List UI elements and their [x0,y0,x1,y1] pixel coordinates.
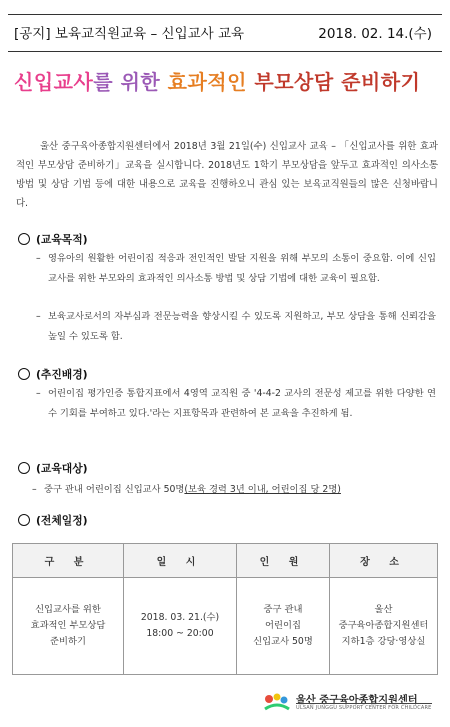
section-purpose-heading [18,232,88,247]
title-part-3: 효과적인 [167,70,255,94]
section-background-heading [18,367,88,382]
cell-people [237,578,330,675]
target-text: 중구 관내 어린이집 신입교사 50명 [44,484,185,495]
cell-place [330,578,438,675]
cell-place-line: 울산 [374,604,393,615]
cell-date: 2018. 03. 21.(수) [140,612,220,623]
section-schedule-title: (전체일정) [36,514,88,527]
title-part-2: 를 위한 [93,70,168,94]
title-part-1: 신입교사 [14,70,94,94]
footer-divider [296,703,432,704]
col-header-place: 장 소 [330,544,438,578]
dash-bullet: – [32,484,37,495]
cell-people-line: 신입교사 50명 [253,636,313,647]
background-item-1 [36,384,436,423]
purpose-item-1 [36,249,436,288]
cell-people-line: 중구 관내 [263,604,303,615]
col-header-datetime: 일 시 [124,544,237,578]
notice-date: 2018. 02. 14.(수) [318,26,432,42]
circle-bullet-icon [18,514,30,526]
section-schedule-heading [18,513,88,528]
cell-people-line: 어린이집 [265,620,301,631]
col-header-category: 구 분 [13,544,124,578]
cell-category [13,578,124,675]
purpose-item-2 [36,307,436,346]
section-target-title: (교육대상) [36,462,88,475]
table-row [13,578,438,675]
purpose-item-2-text: 보육교사로서의 자부심과 전문능력을 향상시킬 수 있도록 지원하고, 부모 상담을 통해 신뢰감을 높일 수 있도록 함. [48,311,436,342]
intro-paragraph [16,137,438,213]
footer-org-english: ULSAN JUNGGU SUPPORT CENTER FOR CHILDCARE [296,705,432,711]
cell-place-line: 지하1층 강당·영상실 [341,636,426,647]
cell-category-line: 준비하기 [50,636,86,647]
cell-time: 18:00 ~ 20:00 [146,628,214,639]
section-purpose-title: (교육목적) [36,233,88,246]
circle-bullet-icon [18,233,30,245]
section-background-title: (추진배경) [36,368,88,381]
footer-org-name: 울산 중구육아종합지원센터 [296,695,418,706]
schedule-header-row [13,544,438,578]
col-header-people: 인 원 [237,544,330,578]
section-target-heading [18,461,88,476]
notice-label: [공지] 보육교직원교육 – 신입교사 교육 [14,26,245,42]
cell-datetime [124,578,237,675]
page-title [14,66,444,95]
circle-bullet-icon [18,368,30,380]
dash-bullet: – [36,311,41,322]
circle-bullet-icon [18,462,30,474]
target-note: (보육 경력 3년 이내, 어린이집 당 2명) [184,484,341,495]
cell-category-line: 신입교사를 위한 [35,604,101,615]
cell-category-line: 효과적인 부모상담 [30,620,106,631]
center-logo-icon [262,692,292,714]
schedule-table [12,543,438,675]
footer-branding [262,690,432,716]
target-item [32,480,438,500]
intro-text: 울산 중구육아종합지원센터에서 2018년 3월 21일(수) 신입교사 교육 – 「신입교사를 위한 효과적인 부모상담 준비하기」교육을 실시합니다. 2018년도 1학기 부모상담을 앞두고 효과적인 의사소통 방법 및 상담 기법 등에 대한 내용으로 교육을 진행하오니 관심 있는 보육교직원들의 많은 신청바랍니다. [16,141,438,209]
dash-bullet: – [36,253,41,264]
notice-header [8,14,442,52]
background-item-1-text: 어린이집 평가인증 통합지표에서 4영역 교직원 중 '4-4-2 교사의 전문성 제고를 위한 다양한 연수 기회를 부여하고 있다.'라는 지표항목과 관련하여 본 교육을 추진하게 됨. [48,388,436,419]
cell-place-line: 중구육아종합지원센터 [338,620,429,631]
dash-bullet: – [36,388,41,399]
title-part-4: 부모상담 준비하기 [254,70,421,94]
purpose-item-1-text: 영유아의 원활한 어린이집 적응과 전인적인 발달 지원을 위해 부모의 소통이 중요함. 이에 신입교사를 위한 부모와의 효과적인 의사소통 방법 및 상담 기법에 대한 교육이 필요함. [48,253,436,284]
